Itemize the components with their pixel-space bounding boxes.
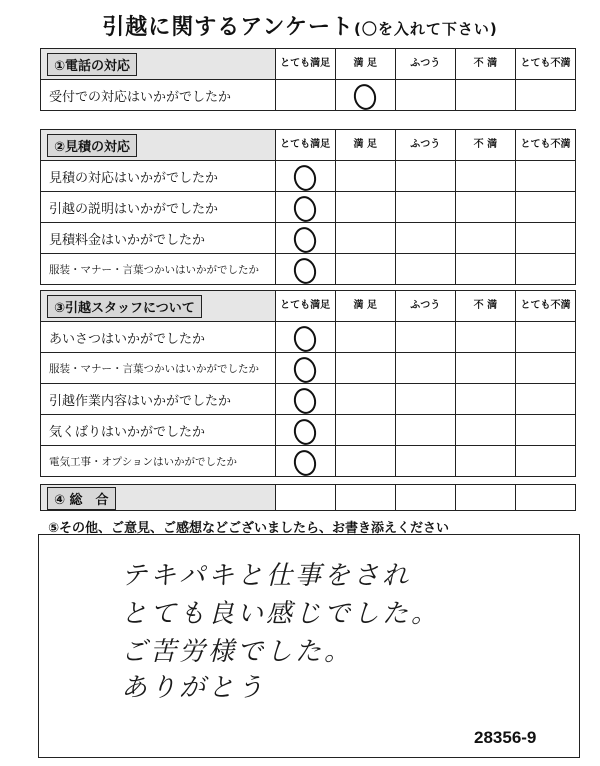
section-header: [41, 130, 276, 161]
section-label: ①電話の対応: [47, 53, 137, 76]
rating-cell[interactable]: [395, 80, 455, 111]
rating-cell[interactable]: [455, 80, 515, 111]
question-text: 服装・マナー・言葉つかいはいかがでしたか: [41, 254, 276, 285]
question-row: [41, 223, 576, 254]
circle-mark-icon: [291, 324, 319, 355]
rating-cell[interactable]: [515, 254, 575, 285]
rating-header: とても満足: [275, 49, 335, 80]
rating-cell[interactable]: [335, 80, 395, 111]
handwritten-line: ありがとう: [121, 673, 267, 703]
rating-cell[interactable]: [275, 415, 335, 446]
rating-cell[interactable]: [515, 192, 575, 223]
rating-header: 満 足: [335, 130, 395, 161]
rating-cell[interactable]: [515, 161, 575, 192]
rating-header: ふつう: [395, 49, 455, 80]
rating-cell[interactable]: [335, 353, 395, 384]
rating-cell[interactable]: [275, 223, 335, 254]
rating-header: ふつう: [395, 291, 455, 322]
question-row: [41, 322, 576, 353]
rating-cell[interactable]: [395, 161, 455, 192]
rating-cell[interactable]: [455, 254, 515, 285]
circle-mark-icon: [291, 355, 319, 386]
rating-cell[interactable]: [275, 80, 335, 111]
circle-mark-icon: [291, 448, 319, 479]
rating-cell[interactable]: [395, 192, 455, 223]
question-text: 電気工事・オプションはいかがでしたか: [41, 446, 276, 477]
rating-cell[interactable]: [275, 353, 335, 384]
rating-cell[interactable]: [515, 223, 575, 254]
section-label: ④ 総 合: [47, 487, 116, 510]
rating-cell[interactable]: [275, 192, 335, 223]
section-header: [41, 485, 276, 511]
rating-cell[interactable]: [455, 415, 515, 446]
section-header: [41, 291, 276, 322]
rating-cell[interactable]: [335, 254, 395, 285]
question-row: [41, 254, 576, 285]
rating-cell[interactable]: [275, 485, 335, 511]
question-row: [41, 192, 576, 223]
circle-mark-icon: [351, 82, 379, 113]
rating-cell[interactable]: [395, 415, 455, 446]
section-label: ③引越スタッフについて: [47, 295, 202, 318]
rating-cell[interactable]: [395, 223, 455, 254]
rating-header: 満 足: [335, 291, 395, 322]
question-row: [41, 415, 576, 446]
comment-box[interactable]: [38, 534, 580, 758]
rating-cell[interactable]: [395, 384, 455, 415]
rating-cell[interactable]: [515, 446, 575, 477]
rating-cell[interactable]: [455, 384, 515, 415]
section-header: [41, 49, 276, 80]
title-note: (〇を入れて下さい): [353, 20, 498, 38]
rating-cell[interactable]: [455, 161, 515, 192]
rating-header: とても満足: [275, 130, 335, 161]
rating-header: とても不満: [515, 130, 575, 161]
rating-header: 不 満: [455, 130, 515, 161]
rating-cell[interactable]: [275, 384, 335, 415]
rating-cell[interactable]: [455, 485, 515, 511]
rating-cell[interactable]: [335, 161, 395, 192]
rating-cell[interactable]: [275, 161, 335, 192]
question-text: 気くばりはいかがでしたか: [41, 415, 276, 446]
rating-cell[interactable]: [335, 485, 395, 511]
rating-cell[interactable]: [335, 384, 395, 415]
rating-cell[interactable]: [395, 322, 455, 353]
rating-cell[interactable]: [515, 80, 575, 111]
rating-header: 満 足: [335, 49, 395, 80]
rating-cell[interactable]: [455, 322, 515, 353]
rating-cell[interactable]: [335, 223, 395, 254]
circle-mark-icon: [291, 163, 319, 194]
rating-cell[interactable]: [455, 353, 515, 384]
form-code: 28356-9: [474, 728, 537, 747]
rating-cell[interactable]: [515, 485, 575, 511]
rating-cell[interactable]: [515, 384, 575, 415]
rating-header: とても不満: [515, 291, 575, 322]
question-row: [41, 353, 576, 384]
circle-mark-icon: [291, 225, 319, 256]
circle-mark-icon: [291, 386, 319, 417]
rating-cell[interactable]: [455, 446, 515, 477]
question-row: [41, 161, 576, 192]
section-phone-table: [40, 48, 576, 111]
rating-cell[interactable]: [335, 192, 395, 223]
rating-cell[interactable]: [395, 485, 455, 511]
rating-cell[interactable]: [275, 322, 335, 353]
question-text: 見積の対応はいかがでしたか: [41, 161, 276, 192]
rating-header: 不 満: [455, 291, 515, 322]
question-text: 引越作業内容はいかがでしたか: [41, 384, 276, 415]
section-label: ②見積の対応: [47, 134, 137, 157]
section-staff-table: [40, 290, 576, 477]
rating-header: とても不満: [515, 49, 575, 80]
handwritten-line: ご苦労様でした。: [121, 637, 354, 667]
survey-title: [0, 10, 600, 41]
question-text: 見積料金はいかがでしたか: [41, 223, 276, 254]
question-text: 服装・マナー・言葉つかいはいかがでしたか: [41, 353, 276, 384]
question-row: [41, 384, 576, 415]
circle-mark-icon: [291, 194, 319, 225]
rating-cell[interactable]: [335, 322, 395, 353]
handwritten-line: とても良い感じでした。: [121, 599, 441, 629]
rating-header: 不 満: [455, 49, 515, 80]
question-row: [41, 80, 576, 111]
question-text: 受付での対応はいかがでしたか: [41, 80, 276, 111]
rating-cell[interactable]: [455, 192, 515, 223]
rating-cell[interactable]: [395, 446, 455, 477]
rating-cell[interactable]: [515, 322, 575, 353]
rating-cell[interactable]: [395, 353, 455, 384]
comment-prompt: ⑤その他、ご意見、ご感想などございましたら、お書き添えください: [48, 521, 450, 536]
section-estimate-table: [40, 129, 576, 285]
rating-cell[interactable]: [395, 254, 455, 285]
circle-mark-icon: [291, 417, 319, 448]
rating-cell[interactable]: [275, 446, 335, 477]
section-overall-table: [40, 484, 576, 511]
question-text: あいさつはいかがでしたか: [41, 322, 276, 353]
rating-cell[interactable]: [515, 415, 575, 446]
rating-cell[interactable]: [335, 446, 395, 477]
circle-mark-icon: [291, 256, 319, 287]
rating-header: ふつう: [395, 130, 455, 161]
rating-cell[interactable]: [455, 223, 515, 254]
question-text: 引越の説明はいかがでしたか: [41, 192, 276, 223]
rating-cell[interactable]: [275, 254, 335, 285]
question-row: [41, 446, 576, 477]
rating-cell[interactable]: [335, 415, 395, 446]
rating-header: とても満足: [275, 291, 335, 322]
rating-cell[interactable]: [515, 353, 575, 384]
title-text: 引越に関するアンケート: [102, 15, 354, 40]
handwritten-line: テキパキと仕事をされ: [121, 561, 412, 591]
